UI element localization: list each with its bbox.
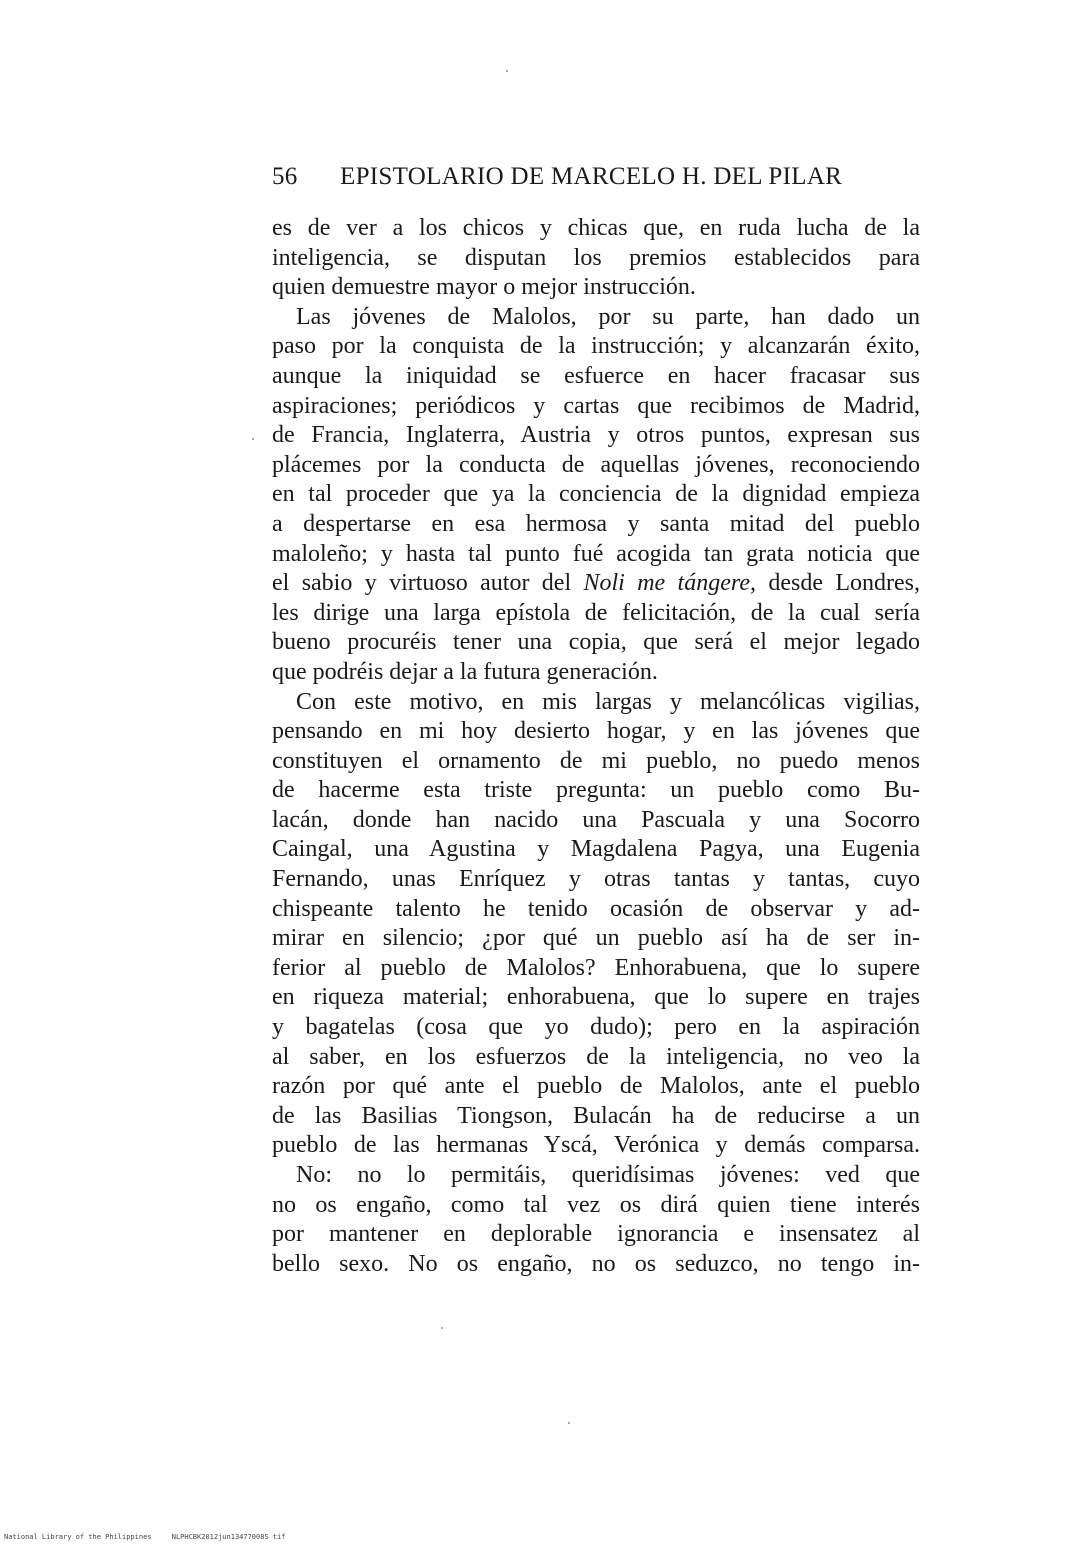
text-line: al saber, en los esfuerzos de la inteligencia, no veo la: [272, 1043, 920, 1070]
text-line: paso por la conquista de la instrucción; y alcanzarán éxito,: [272, 333, 920, 360]
text-line: de Francia, Inglaterra, Austria y otros puntos, expresan sus: [272, 422, 920, 449]
book-title-italic: Noli me tángere,: [583, 570, 756, 597]
text-line: pueblo de las hermanas Yscá, Verónica y demás comparsa.: [272, 1132, 920, 1159]
text-line: No: no lo permitáis, queridísimas jóvenes: ved que: [296, 1162, 920, 1188]
text-line: chispeante talento he tenido ocasión de observar y ad-: [272, 895, 920, 922]
text-line: a despertarse en esa hermosa y santa mitad del pueblo: [272, 510, 920, 537]
text-line: ferior al pueblo de Malolos? Enhorabuena, que lo supere: [272, 954, 920, 981]
text-line: por mantener en deplorable ignorancia e insensatez al: [272, 1221, 920, 1248]
running-head: EPISTOLARIO DE MARCELO H. DEL PILAR: [340, 163, 843, 190]
scan-speck: [568, 1422, 570, 1424]
text-line: Fernando, unas Enríquez y otras tantas y tantas, cuyo: [272, 866, 920, 893]
text-line-with-title: [272, 569, 920, 599]
text-line: y bagatelas (cosa que yo dudo); pero en la aspiración: [272, 1014, 920, 1041]
text-line-before: el sabio y virtuoso autor del: [272, 570, 584, 597]
scan-speck: [441, 1327, 443, 1329]
text-line: inteligencia, se disputan los premios establecidos para: [272, 244, 920, 271]
text-line: bueno procuréis tener una copia, que será el mejor legado: [272, 629, 920, 656]
text-line: razón por qué ante el pueblo de Malolos, ante el pueblo: [272, 1073, 920, 1100]
body-text: [272, 214, 920, 1279]
scan-file-id: NLPHCBK2012jun13477008S tif: [171, 1533, 286, 1541]
page-number: 56: [272, 163, 298, 190]
text-line: aunque la iniquidad se esfuerce en hacer fracasar sus: [272, 362, 920, 389]
text-line: no os engaño, como tal vez os dirá quien tiene interés: [272, 1191, 920, 1218]
page-header: [272, 163, 920, 199]
text-line: quien demuestre mayor o mejor instrucción.: [272, 274, 696, 301]
text-line: Las jóvenes de Malolos, por su parte, han dado un: [296, 303, 920, 330]
text-line: en riqueza material; enhorabuena, que lo supere en trajes: [272, 984, 920, 1011]
text-line-after: desde Londres,: [755, 570, 920, 597]
text-line: Con este motivo, en mis largas y melancólicas vigilias,: [296, 688, 920, 715]
text-line: de hacerme esta triste pregunta: un pueblo como Bu-: [272, 777, 920, 804]
text-line: plácemes por la conducta de aquellas jóvenes, reconociendo: [272, 451, 920, 478]
text-line: bello sexo. No os engaño, no os seduzco, no tengo in-: [272, 1250, 920, 1277]
scan-footer: [4, 1533, 302, 1541]
text-line: constituyen el ornamento de mi pueblo, no puedo menos: [272, 747, 920, 774]
text-line: mirar en silencio; ¿por qué un pueblo así ha de ser in-: [272, 925, 920, 952]
text-line: aspiraciones; periódicos y cartas que recibimos de Madrid,: [272, 392, 920, 419]
text-line: les dirige una larga epístola de felicitación, de la cual sería: [272, 599, 920, 626]
text-line: Caingal, una Agustina y Magdalena Pagya, una Eugenia: [272, 836, 920, 863]
text-line: de las Basilias Tiongson, Bulacán ha de reducirse a un: [272, 1102, 920, 1129]
text-line: que podréis dejar a la futura generación.: [272, 658, 658, 685]
text-line: pensando en mi hoy desierto hogar, y en las jóvenes que: [272, 718, 920, 745]
library-credit: National Library of the Philippines: [4, 1533, 152, 1541]
text-line: maloleño; y hasta tal punto fué acogida tan grata noticia que: [272, 540, 920, 567]
scan-speck: [252, 438, 254, 440]
scan-speck: [506, 70, 508, 72]
text-line: en tal proceder que ya la conciencia de la dignidad empieza: [272, 481, 920, 508]
text-line: es de ver a los chicos y chicas que, en ruda lucha de la: [272, 215, 920, 241]
text-line: lacán, donde han nacido una Pascuala y una Socorro: [272, 806, 920, 833]
